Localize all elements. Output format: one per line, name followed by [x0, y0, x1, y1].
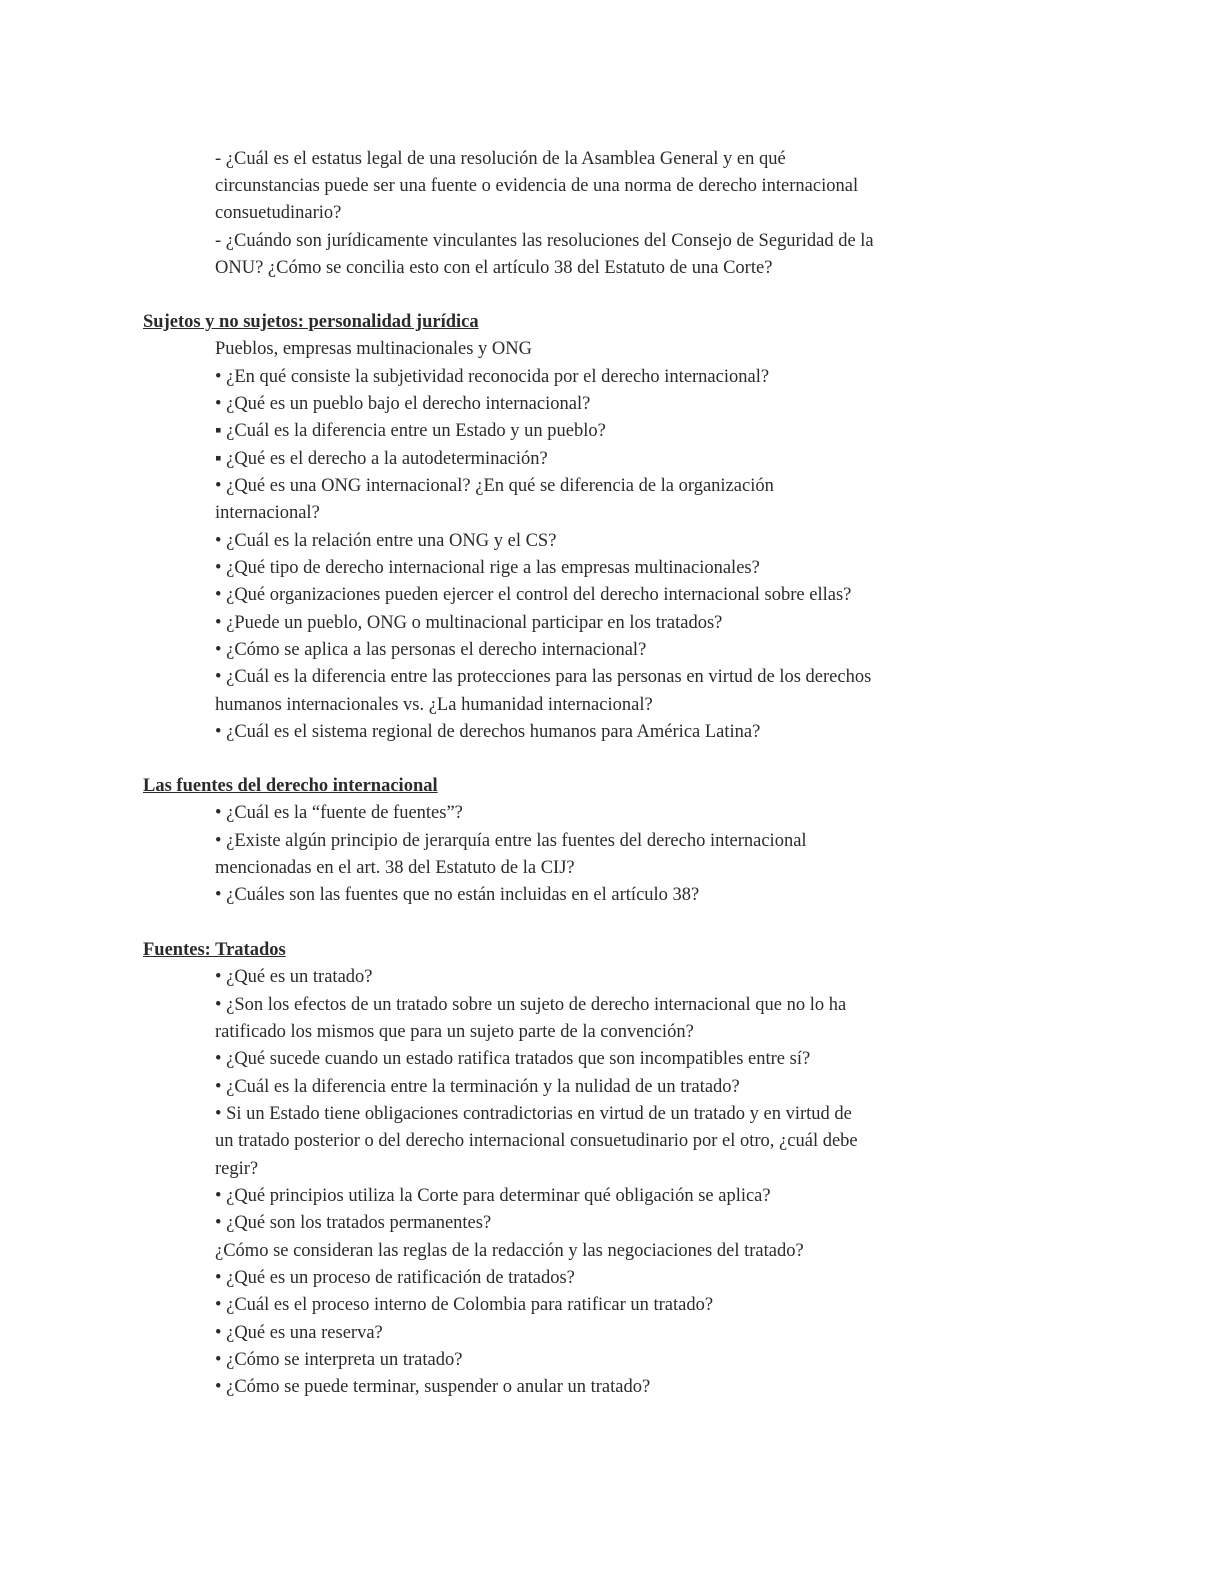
question-line: • ¿Qué es un proceso de ratificación de tratados?	[215, 1268, 575, 1288]
question-line: • ¿Cuál es el sistema regional de derechos humanos para América Latina?	[215, 722, 761, 742]
question-line: • ¿Existe algún principio de jerarquía entre las fuentes del derecho internacional	[215, 831, 807, 851]
question-line: • ¿Qué es una reserva?	[215, 1323, 383, 1343]
question-line: • ¿Puede un pueblo, ONG o multinacional participar en los tratados?	[215, 613, 723, 633]
question-line: • ¿Qué principios utiliza la Corte para determinar qué obligación se aplica?	[215, 1186, 771, 1206]
question-line: • ¿En qué consiste la subjetividad reconocida por el derecho internacional?	[215, 367, 770, 387]
question-line: ▪ ¿Cuál es la diferencia entre un Estado y un pueblo?	[215, 421, 606, 441]
question-line: - ¿Cuándo son jurídicamente vinculantes las resoluciones del Consejo de Seguridad de la	[215, 231, 874, 251]
question-line: ratificado los mismos que para un sujeto parte de la convención?	[215, 1022, 694, 1042]
question-line: • ¿Cuál es el proceso interno de Colombia para ratificar un tratado?	[215, 1295, 714, 1315]
question-line: • ¿Qué sucede cuando un estado ratifica tratados que son incompatibles entre sí?	[215, 1049, 811, 1069]
section-heading: Las fuentes del derecho internacional	[143, 776, 438, 796]
question-line: • ¿Son los efectos de un tratado sobre un sujeto de derecho internacional que no lo ha	[215, 995, 847, 1015]
question-line: • ¿Cómo se interpreta un tratado?	[215, 1350, 463, 1370]
section-heading: Sujetos y no sujetos: personalidad jurídica	[143, 312, 479, 332]
section-heading: Fuentes: Tratados	[143, 940, 286, 960]
question-line: humanos internacionales vs. ¿La humanidad internacional?	[215, 695, 653, 715]
question-line: • ¿Qué organizaciones pueden ejercer el control del derecho internacional sobre ellas?	[215, 585, 852, 605]
question-line: - ¿Cuál es el estatus legal de una resolución de la Asamblea General y en qué	[215, 149, 786, 169]
question-line: • ¿Qué es un tratado?	[215, 967, 373, 987]
question-line: mencionadas en el art. 38 del Estatuto de la CIJ?	[215, 858, 575, 878]
question-line: regir?	[215, 1159, 259, 1179]
question-line: ¿Cómo se consideran las reglas de la redacción y las negociaciones del tratado?	[215, 1241, 804, 1261]
question-line: • ¿Cuál es la “fuente de fuentes”?	[215, 803, 463, 823]
question-line: • ¿Qué son los tratados permanentes?	[215, 1213, 492, 1233]
question-line: internacional?	[215, 503, 320, 523]
question-line: circunstancias puede ser una fuente o evidencia de una norma de derecho internacional	[215, 176, 859, 196]
question-line: • ¿Cómo se aplica a las personas el derecho internacional?	[215, 640, 647, 660]
question-line: • ¿Cómo se puede terminar, suspender o anular un tratado?	[215, 1377, 651, 1397]
question-line: • ¿Cuál es la relación entre una ONG y el CS?	[215, 531, 557, 551]
question-line: consuetudinario?	[215, 203, 342, 223]
question-line: • ¿Cuáles son las fuentes que no están incluidas en el artículo 38?	[215, 885, 700, 905]
section-subtitle: Pueblos, empresas multinacionales y ONG	[215, 339, 533, 359]
question-line: • ¿Qué tipo de derecho internacional rige a las empresas multinacionales?	[215, 558, 760, 578]
question-line: • ¿Qué es una ONG internacional? ¿En qué se diferencia de la organización	[215, 476, 774, 496]
question-line: ONU? ¿Cómo se concilia esto con el artículo 38 del Estatuto de una Corte?	[215, 258, 773, 278]
question-line: • ¿Qué es un pueblo bajo el derecho internacional?	[215, 394, 591, 414]
question-line: • Si un Estado tiene obligaciones contradictorias en virtud de un tratado y en virtud de	[215, 1104, 852, 1124]
question-line: un tratado posterior o del derecho internacional consuetudinario por el otro, ¿cuál debe	[215, 1131, 858, 1151]
question-line: • ¿Cuál es la diferencia entre la terminación y la nulidad de un tratado?	[215, 1077, 740, 1097]
question-line: ▪ ¿Qué es el derecho a la autodeterminación?	[215, 449, 548, 469]
question-line: • ¿Cuál es la diferencia entre las protecciones para las personas en virtud de los derechos	[215, 667, 872, 687]
